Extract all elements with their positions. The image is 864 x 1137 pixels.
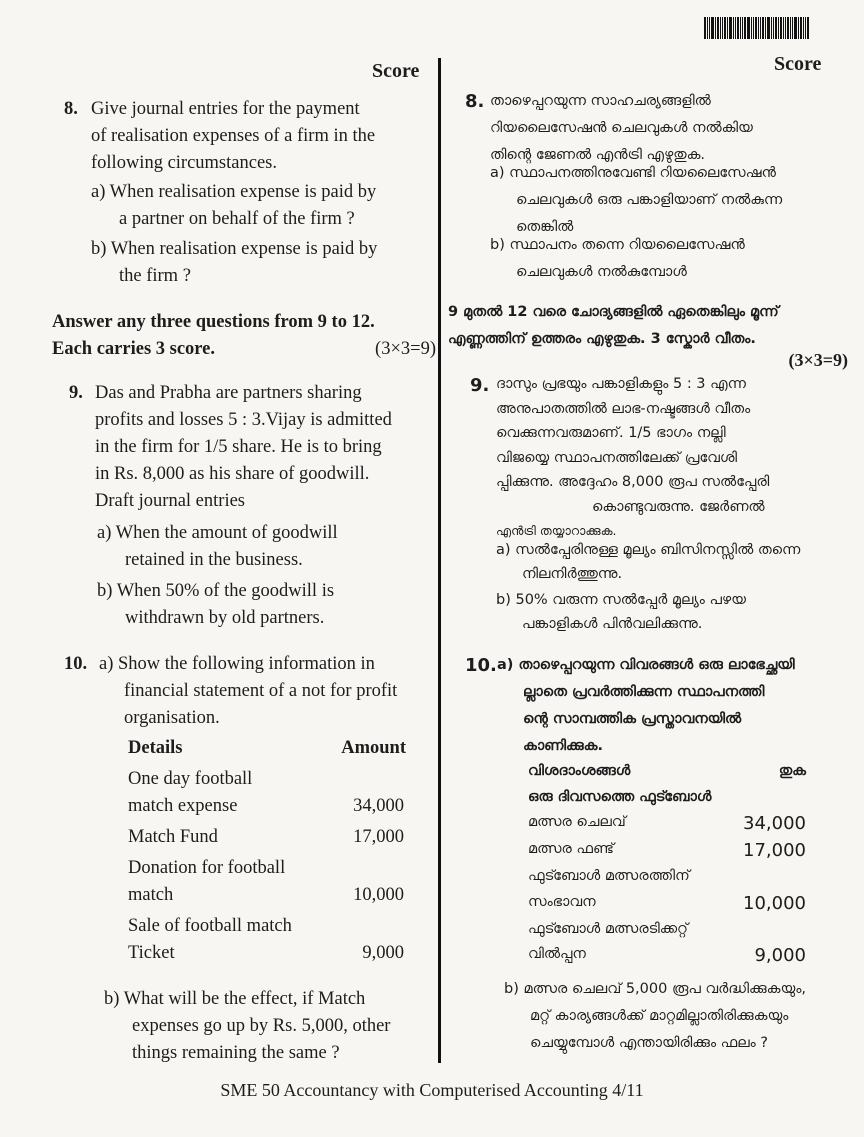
en-q10-row: Sale of football match <box>128 916 292 936</box>
barcode-bar <box>727 17 728 39</box>
score-label-right: Score <box>774 53 822 75</box>
barcode-bar <box>773 17 774 39</box>
barcode-bar <box>803 17 804 39</box>
barcode-bar <box>767 17 770 39</box>
barcode-bar <box>758 17 759 39</box>
ml-q10-row: ഫുട്ബോൾ മത്സരത്തിന് <box>528 868 690 885</box>
en-q9-number: 9. <box>69 383 83 403</box>
ml-q10-row: വിൽപ്പന 9,000 <box>528 945 806 967</box>
ml-q9-option-a: a) സൽപ്പേരിനുള്ള മൂല്യം ബിസിനസ്സിൽ തന്നെ നിലനിർത്തുന്നു. <box>496 542 801 582</box>
barcode-bar <box>735 17 736 39</box>
en-q9-option-b: b) When 50% of the goodwill is withdrawn by old partners. <box>97 581 335 628</box>
en-q9-text: Das and Prabha are partners sharing profits and losses 5 : 3.Vijay is admitted in the firm for 1/5 share. He is to bring in Rs. 8,000 as his share of goodwill. Draft journal entries <box>95 383 392 511</box>
ml-q8-option-b: b) സ്ഥാപനം തന്നെ റിയലൈസേഷൻ ചെലവുകൾ നൽകുമ്പോൾ <box>490 237 745 280</box>
barcode-bar <box>729 17 732 39</box>
barcode-bar <box>720 17 721 39</box>
page-footer: SME 50 Accountancy with Computerised Accounting 4/11 <box>220 1080 644 1100</box>
ml-instruction-marks: (3×3=9) <box>788 350 848 370</box>
barcode-bar <box>733 17 734 39</box>
en-q10-part-b: b) What will be the effect, if Match expenses go up by Rs. 5,000, other things remaining the same ? <box>104 989 391 1063</box>
score-label-left: Score <box>372 60 420 82</box>
barcode-bar <box>771 17 772 39</box>
en-q8-number: 8. <box>64 99 78 119</box>
barcode-bar <box>747 17 750 39</box>
ml-q10-row: മത്സര ചെലവ് 34,000 <box>528 813 806 835</box>
barcode-bar <box>775 17 777 39</box>
en-q10-table-header: Details Amount <box>128 738 406 758</box>
barcode-bar <box>704 17 706 39</box>
en-q10-row: Donation for football <box>128 858 286 878</box>
barcode-bar <box>792 17 793 39</box>
ml-q8-text: താഴെപ്പറയുന്ന സാഹചര്യങ്ങളിൽ റിയലൈസേഷൻ ചെലവുകൾ നൽകിയ തിന്റെ ജേണൽ എൻട്രി എഴുതുക. <box>490 93 753 163</box>
barcode-bar <box>798 17 799 39</box>
barcode-bar <box>765 17 766 39</box>
en-q9-option-a: a) When the amount of goodwill retained in the business. <box>97 523 338 570</box>
en-instruction-marks: (3×3=9) <box>375 339 436 359</box>
ml-q10-row: ഒരു ദിവസത്തെ ഫുട്ബോൾ <box>528 788 712 805</box>
barcode-bar <box>724 17 726 39</box>
barcode <box>704 17 828 39</box>
barcode-bar <box>794 17 797 39</box>
ml-q8-number: 8. <box>465 91 485 112</box>
barcode-bar <box>740 17 741 39</box>
ml-q9-option-b: b) 50% വരുന്ന സൽപ്പേർ മൂല്യം പഴയ പങ്കാളികൾ പിൻവലിക്കുന്നു. <box>496 592 746 632</box>
barcode-bar <box>709 17 710 39</box>
en-q8-text: Give journal entries for the payment of realisation expenses of a firm in the following circumstances. <box>91 99 376 173</box>
barcode-bar <box>751 17 752 39</box>
barcode-bar <box>790 17 791 39</box>
barcode-bar <box>762 17 764 39</box>
ml-q10-row: ഫുട്ബോൾ മത്സരടിക്കറ്റ് <box>528 920 689 937</box>
en-q10-row: Ticket 9,000 <box>128 943 404 963</box>
en-q10-part-a: a) Show the following information in financial statement of a not for profit organisation. <box>99 654 398 728</box>
ml-q10-row: മത്സര ഫണ്ട് 17,000 <box>528 840 806 862</box>
en-q10-row: One day football <box>128 769 253 789</box>
column-divider <box>438 58 441 1063</box>
en-instruction: Answer any three questions from 9 to 12. Each carries 3 score. (3×3=9) <box>52 309 436 363</box>
ml-q10-part-a: a) താഴെപ്പറയുന്ന വിവരങ്ങൾ ഒരു ലാഭേച്ഛയി ല്ലാതെ പ്രവർത്തിക്കുന്ന സ്ഥാപനത്തി ന്റെ സാമ്പത്തിക പ്രസ്താവനയിൽ കാണിക്കുക. <box>497 657 795 754</box>
barcode-bar <box>722 17 723 39</box>
barcode-bar <box>805 17 806 39</box>
en-q8-option-a: a) When realisation expense is paid by a partner on behalf of the firm ? <box>91 182 377 229</box>
barcode-bar <box>742 17 743 39</box>
en-q10-table <box>128 735 406 967</box>
ml-q10-part-b: b) മത്സര ചെലവ് 5,000 രൂപ വർദ്ധിക്കുകയും, മറ്റ് കാര്യങ്ങൾക്ക് മാറ്റമില്ലാതിരിക്കുകയും ചെയ്യുമ്പോൾ എന്തായിരിക്കും ഫലം ? <box>504 981 807 1051</box>
ml-q10-row: സംഭാവന 10,000 <box>528 892 806 914</box>
barcode-bar <box>711 17 714 39</box>
barcode-bar <box>785 17 786 39</box>
ml-q10-number: 10. <box>465 655 497 676</box>
ml-instruction: 9 മുതൽ 12 വരെ ചോദ്യങ്ങളിൽ ഏതെങ്കിലും മൂന്ന് എണ്ണത്തിന് ഉത്തരം എഴുതുക. 3 സ്കോർ വീതം. (3×3=9) <box>448 304 848 370</box>
barcode-bar <box>787 17 789 39</box>
en-q10-row: Match Fund 17,000 <box>128 827 404 847</box>
barcode-bar <box>753 17 754 39</box>
barcode-bar <box>778 17 779 39</box>
barcode-bar <box>807 17 809 39</box>
barcode-bar <box>715 17 716 39</box>
barcode-bar <box>755 17 757 39</box>
barcode-bar <box>800 17 802 39</box>
ml-q9-number: 9. <box>470 375 490 396</box>
en-q10-row: match expense 34,000 <box>128 796 404 816</box>
barcode-bar <box>783 17 784 39</box>
ml-q8-option-a: a) സ്ഥാപനത്തിനുവേണ്ടി റിയലൈസേഷൻ ചെലവുകൾ ഒരു പങ്കാളിയാണ് നൽകുന്ന തെങ്കിൽ <box>490 165 783 235</box>
en-q10-row: match 10,000 <box>128 885 404 905</box>
barcode-bar <box>780 17 782 39</box>
barcode-bar <box>707 17 708 39</box>
barcode-bar <box>744 17 746 39</box>
en-q8-option-b: b) When realisation expense is paid by the firm ? <box>91 239 378 286</box>
ml-q10-table-header: വിശദാംശങ്ങൾ തുക <box>528 763 806 779</box>
ml-q10-table <box>528 759 806 969</box>
barcode-bar <box>717 17 719 39</box>
barcode-bar <box>760 17 761 39</box>
en-q10-number: 10. <box>64 654 88 674</box>
barcode-bar <box>737 17 739 39</box>
ml-q9-text: ദാസും പ്രഭയും പങ്കാളികളും 5 : 3 എന്ന അനുപാതത്തിൽ ലാഭ-നഷ്ടങ്ങൾ വീതം വെക്കുന്നവരുമാണ്. 1/5 ഭാഗം നല്ലി വിജയ്യെ സ്ഥാപനത്തിലേക്ക് പ്രവേശി പ്പിക്കുന്നു. അദ്ദേഹം 8,000 രൂപ സൽപ്പേരി കൊണ്ടുവരുന്നു. ജേർണൽ എൻട്രി തയ്യാറാക്കുക. <box>496 376 770 538</box>
